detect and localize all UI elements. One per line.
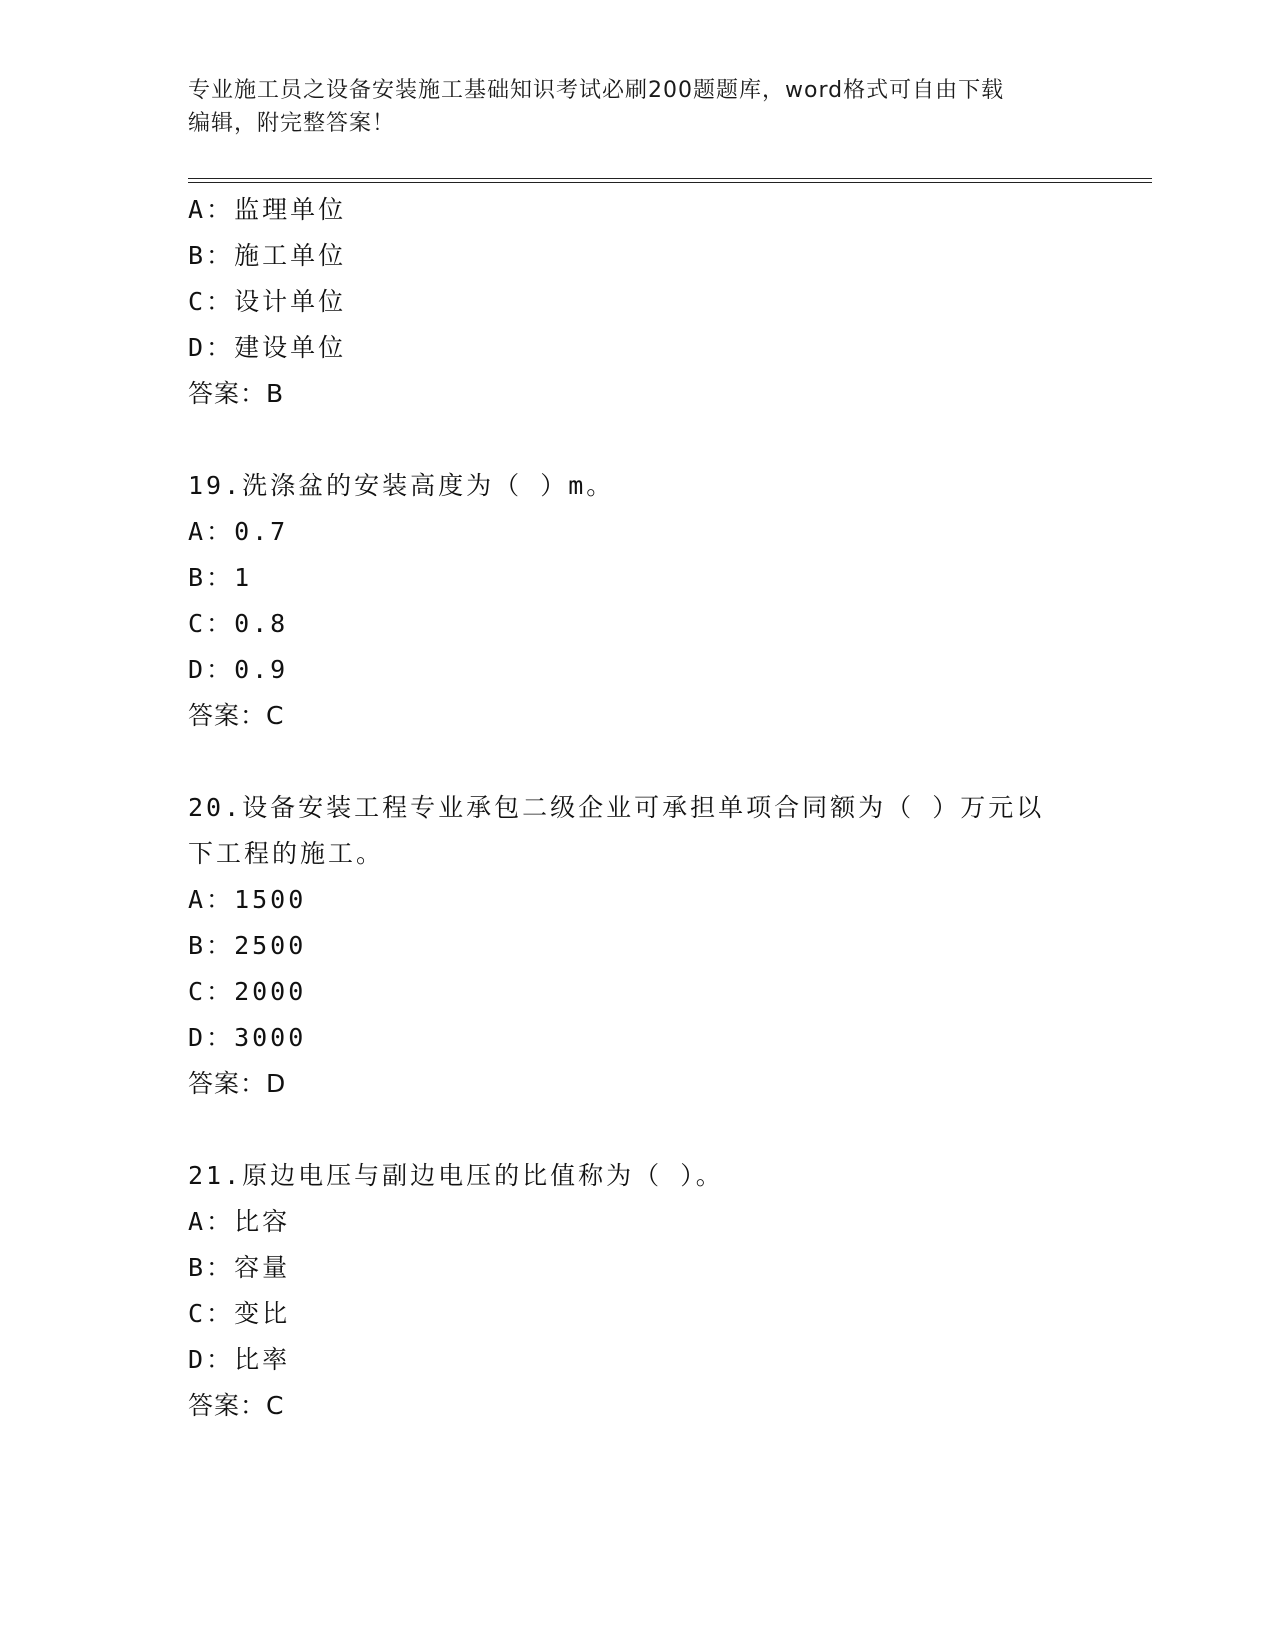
answer: 答案：D <box>188 1069 287 1098</box>
answer: 答案：B <box>188 379 285 408</box>
question-text: 19.洗涤盆的安装高度为（ ）m。 <box>188 471 615 500</box>
option-c: C：变比 <box>188 1299 291 1328</box>
question-text-line-1: 20.设备安装工程专业承包二级企业可承担单项合同额为（ ）万元以 <box>188 793 1045 822</box>
question-20 <box>188 785 1088 1107</box>
answer: 答案：C <box>188 1391 285 1420</box>
document-header <box>188 74 1068 140</box>
question-text: 21.原边电压与副边电压的比值称为（ ）。 <box>188 1161 724 1190</box>
option-a: A：监理单位 <box>188 195 347 224</box>
option-b: B：容量 <box>188 1253 291 1282</box>
question-21 <box>188 1153 1088 1429</box>
spacer <box>188 739 1088 785</box>
option-c: C：0.8 <box>188 609 289 638</box>
spacer <box>188 417 1088 463</box>
spacer <box>188 1107 1088 1153</box>
option-a: A：比容 <box>188 1207 291 1236</box>
question-19 <box>188 463 1088 739</box>
option-b: B：1 <box>188 563 253 592</box>
option-d: D：3000 <box>188 1023 307 1052</box>
question-text-line-2: 下工程的施工。 <box>188 839 385 868</box>
question-list <box>188 187 1088 1429</box>
option-d: D：比率 <box>188 1345 291 1374</box>
header-divider-bottom <box>188 182 1152 183</box>
option-a: A：0.7 <box>188 517 289 546</box>
option-d: D：建设单位 <box>188 333 347 362</box>
option-d: D：0.9 <box>188 655 289 684</box>
option-a: A：1500 <box>188 885 307 914</box>
option-b: B：2500 <box>188 931 307 960</box>
option-b: B：施工单位 <box>188 241 347 270</box>
question-18 <box>188 187 1088 417</box>
option-c: C：设计单位 <box>188 287 347 316</box>
header-line-2: 编辑，附完整答案！ <box>188 111 396 136</box>
header-divider-top <box>188 178 1152 179</box>
option-c: C：2000 <box>188 977 307 1006</box>
answer: 答案：C <box>188 701 285 730</box>
header-line-1: 专业施工员之设备安装施工基础知识考试必刷200题题库，word格式可自由下载 <box>188 78 1005 103</box>
